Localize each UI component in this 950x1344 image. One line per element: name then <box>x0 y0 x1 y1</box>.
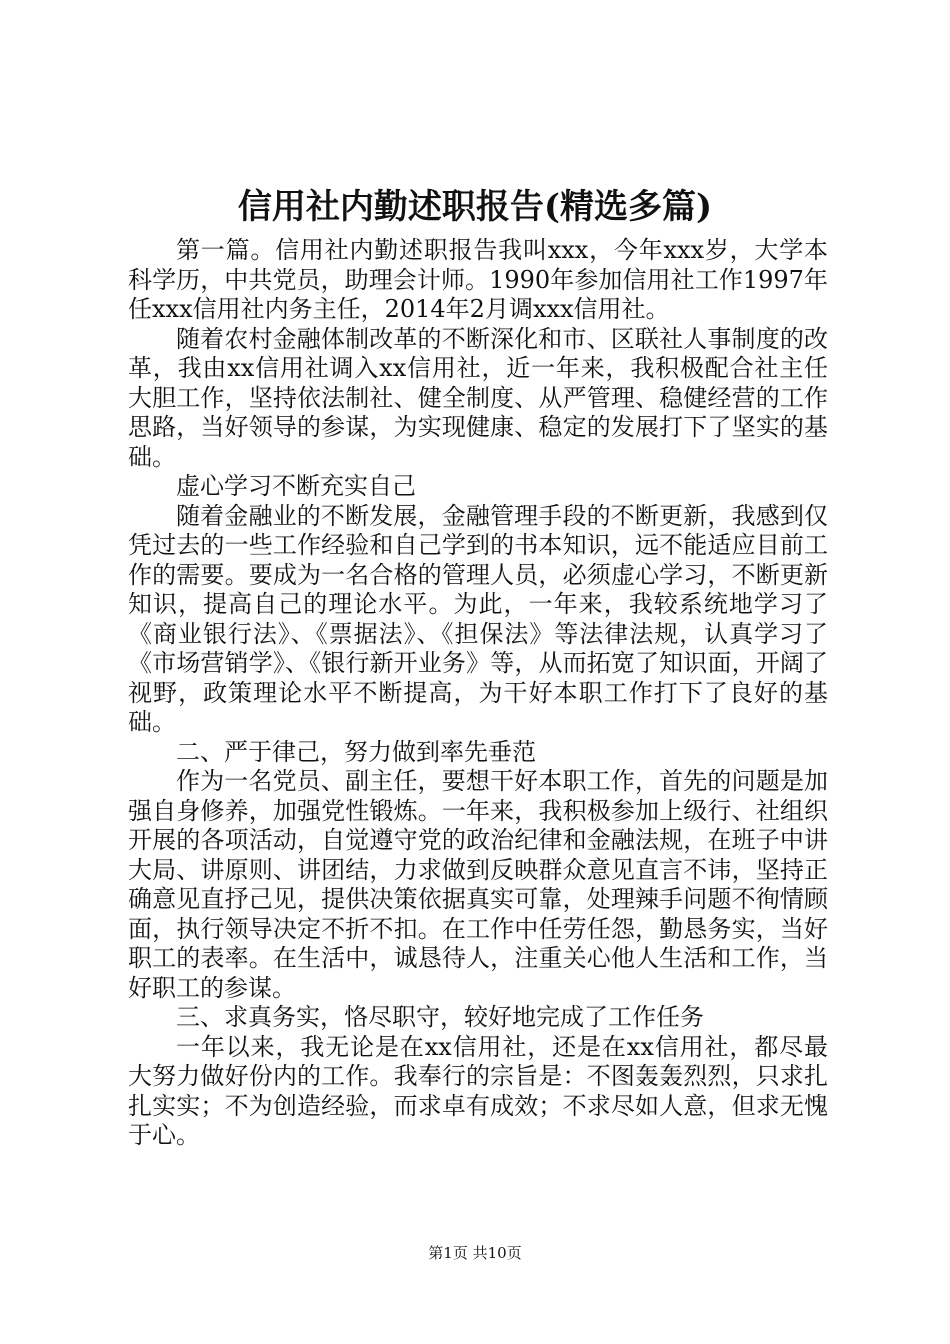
document-body <box>128 236 828 1151</box>
paragraph-reform: 随着农村金融体制改革的不断深化和市、区联社人事制度的改革，我由xx信用社调入xx信用社，近一年来，我积极配合社主任大胆工作，坚持依法制社、健全制度、从严管理、稳健经营的工作思路，当好领导的参谋，为实现健康、稳定的发展打下了坚实的基础。 <box>128 324 828 471</box>
paragraph-intro: 第一篇。信用社内勤述职报告我叫xxx，今年xxx岁，大学本科学历，中共党员，助理会计师。1990年参加信用社工作1997年任xxx信用社内务主任，2014年2月调xxx信用社。 <box>128 236 828 323</box>
page-number-footer: 第1页 共10页 <box>428 1244 522 1262</box>
paragraph-duty: 一年以来，我无论是在xx信用社，还是在xx信用社，都尽最大努力做好份内的工作。我奉行的宗旨是：不图轰轰烈烈，只求扎扎实实；不为创造经验，而求卓有成效；不求尽如人意，但求无愧于心。 <box>128 1032 828 1149</box>
paragraph-study: 随着金融业的不断发展，金融管理手段的不断更新，我感到仅凭过去的一些工作经验和自己学到的书本知识，远不能适应目前工作的需要。要成为一名合格的管理人员，必须虚心学习，不断更新知识，提高自己的理论水平。为此，一年来，我较系统地学习了《商业银行法》、《票据法》、《担保法》等法律法规，认真学习了《市场营销学》、《银行新开业务》等，从而拓宽了知识面，开阔了视野，政策理论水平不断提高，为干好本职工作打下了良好的基础。 <box>128 501 828 736</box>
section-heading-study: 虚心学习不断充实自己 <box>176 472 416 500</box>
paragraph-discipline: 作为一名党员、副主任，要想干好本职工作，首先的问题是加强自身修养，加强党性锻炼。一年来，我积极参加上级行、社组织开展的各项活动，自觉遵守党的政治纪律和金融法规，在班子中讲大局、讲原则、讲团结，力求做到反映群众意见直言不讳，坚持正确意见直抒己见，提供决策依据真实可靠，处理辣手问题不徇情顾面，执行领导决定不折不扣。在工作中任劳任怨，勤恳务实，当好职工的表率。在生活中，诚恳待人，注重关心他人生活和工作，当好职工的参谋。 <box>128 767 828 1002</box>
section-heading-discipline: 二、严于律己，努力做到率先垂范 <box>176 737 536 766</box>
section-heading-duty: 三、求真务实，恪尽职守，较好地完成了工作任务 <box>176 1003 704 1031</box>
document-title: 信用社内勤述职报告(精选多篇) <box>237 187 713 227</box>
